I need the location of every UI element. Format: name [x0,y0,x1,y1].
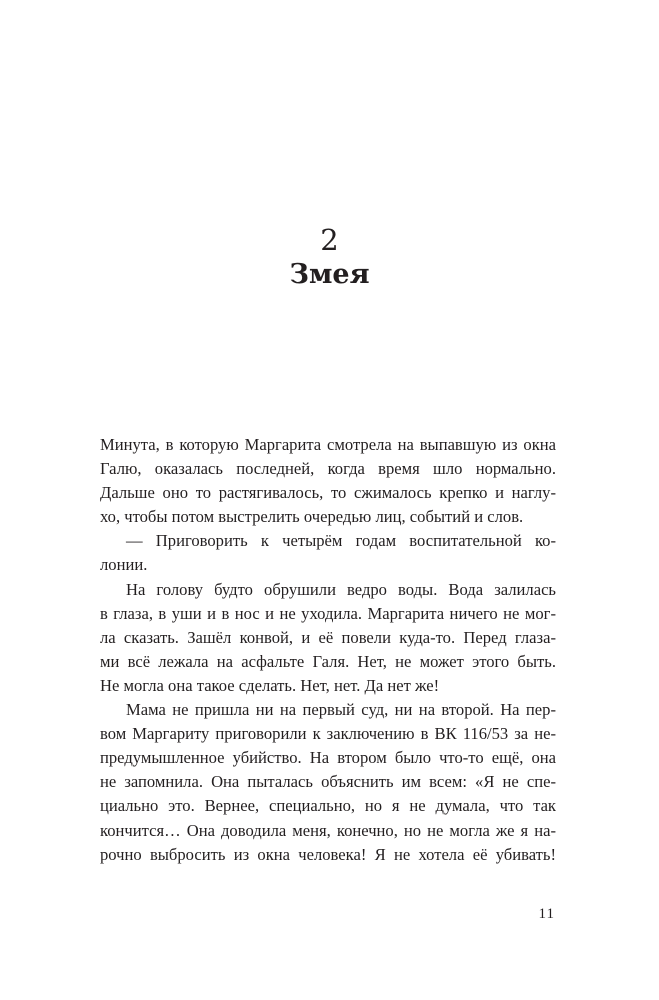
text-line: хо, чтобы потом выстрелить очередью лиц, событий и слов. [100,507,524,527]
text-line: циально это. Вернее, специально, но я не думала, что так [100,796,556,816]
text-line: ла сказать. Зашёл конвой, и её повели куда-то. Перед глаза- [100,627,556,647]
text-line: не запомнила. Она пыталась объяснить им всем: «Я не спе- [100,772,556,792]
text-line: Дальше оно то растягивалось, то сжималось крепко и наглу- [100,483,556,503]
text-line: На голову будто обрушили ведро воды. Вода залилась [126,579,556,599]
text-line: ми всё лежала на асфальте Галя. Нет, не может этого быть. [100,651,556,671]
text-line: Минута, в которую Маргарита смотрела на выпавшую из окна [100,435,556,454]
text-line: Мама не пришла ни на первый суд, ни на второй. На пер- [126,700,556,720]
text-line: Не могла она такое сделать. Нет, нет. Да нет же! [100,675,440,695]
text-line: кончится… Она доводила меня, конечно, но не могла же я на- [100,820,556,840]
chapter-number: 2 [320,223,339,257]
text-line: предумышленное убийство. На втором было что-то ещё, она [100,748,556,768]
text-line: — Приговорить к четырём годам воспитательной ко- [126,531,556,551]
page-number: 11 [538,906,555,922]
body-text [100,433,556,867]
text-line: в глаза, в уши и в нос и не уходила. Маргарита ничего не мог- [100,603,556,623]
chapter-title: Змея [289,259,370,290]
text-line: рочно выбросить из окна человека! Я не хотела её убивать! [100,844,556,864]
text-line: лонии. [100,555,148,575]
text-line: Галю, оказалась последней, когда время шло нормально. [100,459,556,479]
text-line: вом Маргариту приговорили к заключению в ВК 116/53 за не- [100,724,556,744]
